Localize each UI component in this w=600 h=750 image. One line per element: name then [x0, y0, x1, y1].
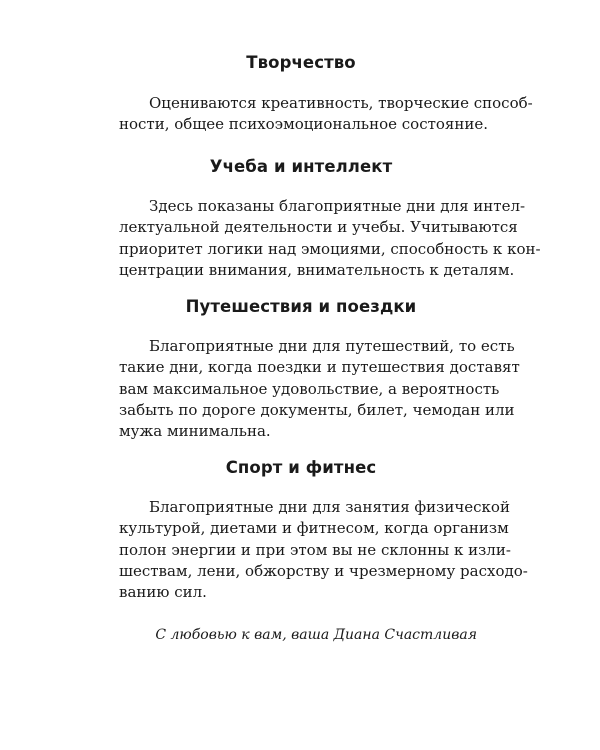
text-line: культурой, диетами и фитнесом, когда организм [119, 519, 509, 538]
text-line: забыть по дороге документы, билет, чемодан или [119, 400, 515, 419]
section-text-travel [119, 336, 520, 442]
text-line: Оцениваются креативность, творческие способ- [149, 94, 533, 112]
text-line: ности, общее психоэмоциональное состояние. [119, 115, 489, 134]
text-line: лектуальной деятельности и учебы. Учитываются [119, 218, 518, 237]
text-line: такие дни, когда поездки и путешествия доставят [119, 358, 520, 377]
text-line: приоритет логики над эмоциями, способность к кон- [119, 239, 541, 258]
text-line: полон энергии и при этом вы не склонны к изли- [119, 540, 511, 559]
text-line: вам максимальное удовольствие, а вероятность [119, 379, 500, 398]
text-line: Здесь показаны благоприятные дни для интел- [149, 197, 526, 215]
section-heading-creativity: Творчество [246, 53, 356, 72]
text-line: Благоприятные дни для занятия физической [149, 498, 510, 516]
text-line: ванию сил. [119, 583, 207, 602]
text-line: Благоприятные дни для путешествий, то есть [149, 337, 515, 355]
text-line: шествам, лени, обжорству и чрезмерному расходо- [119, 561, 528, 580]
signature: С любовью к вам, ваша Диана Счастливая [155, 627, 477, 643]
section-text-study [119, 196, 541, 281]
text-line: мужа минимальна. [119, 422, 271, 441]
section-heading-travel: Путешествия и поездки [185, 297, 417, 316]
text-line: центрации внимания, внимательность к деталям. [119, 260, 515, 279]
section-text-creativity [119, 93, 533, 136]
section-text-sport [119, 497, 528, 603]
section-heading-sport: Спорт и фитнес [225, 458, 377, 477]
section-heading-study: Учеба и интеллект [209, 157, 393, 176]
